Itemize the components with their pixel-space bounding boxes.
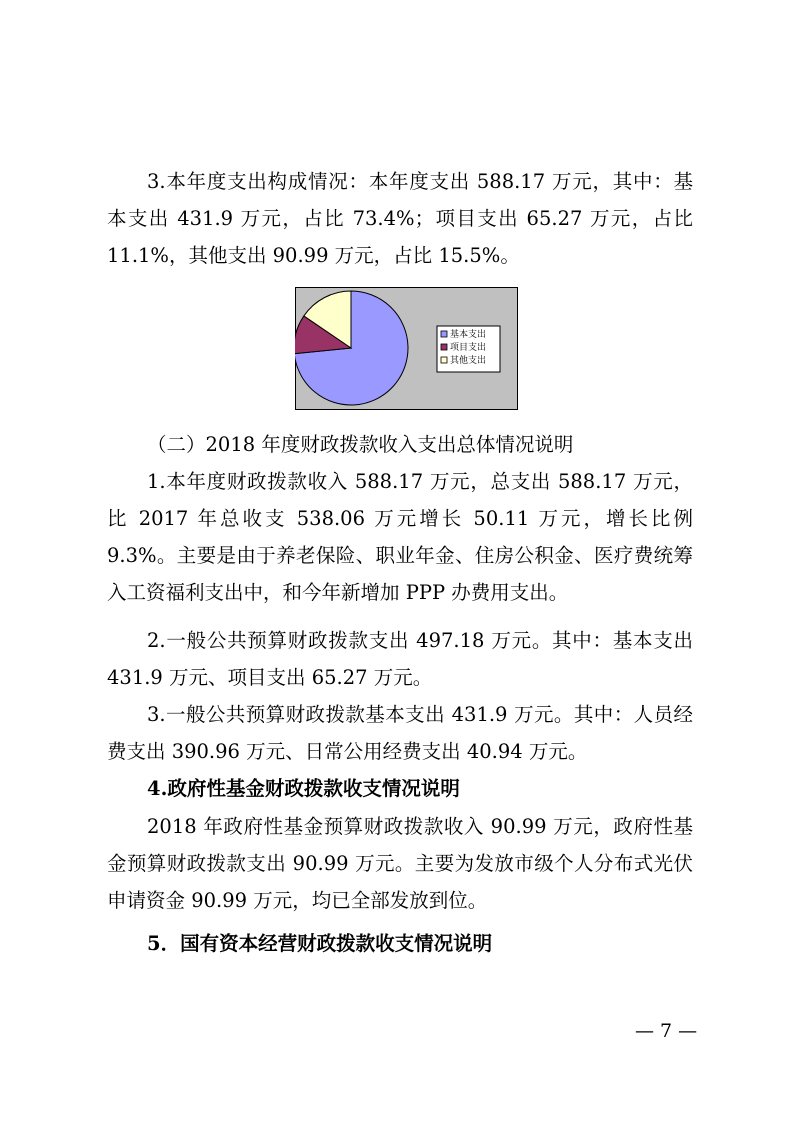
legend-swatch-2 bbox=[441, 344, 447, 350]
page-number: — 7 — bbox=[635, 1020, 698, 1042]
section-heading-government-fund: 4.政府性基金财政拨款收支情况说明 bbox=[147, 777, 460, 800]
basic-expenditure-paragraph: 3.一般公共预算财政拨款基本支出 431.9 万元。其中：人员经费支出 390.96 万元、日常公用经费支出 40.94 万元。 bbox=[107, 703, 693, 763]
legend-label-3: 其他支出 bbox=[450, 356, 487, 366]
fiscal-income-paragraph: 1.本年度财政拨款收入 588.17 万元，总支出 588.17 万元，比 2017 年总收支 538.06 万元增长 50.11 万元，增长比例 9.3%。主要是由于养老保险、职业年金、住房公积金、医疗费统筹入工资福利支出中，和今年新增加 PPP 办费用支出。 bbox=[107, 470, 693, 604]
legend-label-1: 基本支出 bbox=[450, 330, 487, 340]
general-budget-expenditure-paragraph: 2.一般公共预算财政拨款支出 497.18 万元。其中：基本支出 431.9 万元、项目支出 65.27 万元。 bbox=[107, 629, 693, 689]
government-fund-paragraph: 2018 年政府性基金预算财政拨款收入 90.99 万元，政府性基金预算财政拨款支出 90.99 万元。主要为发放市级个人分布式光伏申请资金 90.99 万元，均已全部发放到位。 bbox=[107, 815, 693, 912]
section-heading-state-capital: 5．国有资本经营财政拨款收支情况说明 bbox=[147, 932, 493, 955]
legend-swatch-3 bbox=[441, 357, 447, 363]
expenditure-pie-chart bbox=[295, 287, 518, 410]
legend-label-2: 项目支出 bbox=[450, 343, 487, 353]
section-heading-2018-fiscal: （二）2018 年度财政拨款收入支出总体情况说明 bbox=[147, 433, 574, 456]
chart-legend bbox=[437, 326, 500, 372]
expenditure-composition-paragraph: 3.本年度支出构成情况：本年度支出 588.17 万元，其中：基本支出 431.9 万元，占比 73.4%；项目支出 65.27 万元，占比 11.1%，其他支出 90.99 万元，占比 15.5%。 bbox=[107, 170, 693, 267]
legend-swatch-1 bbox=[441, 331, 447, 337]
